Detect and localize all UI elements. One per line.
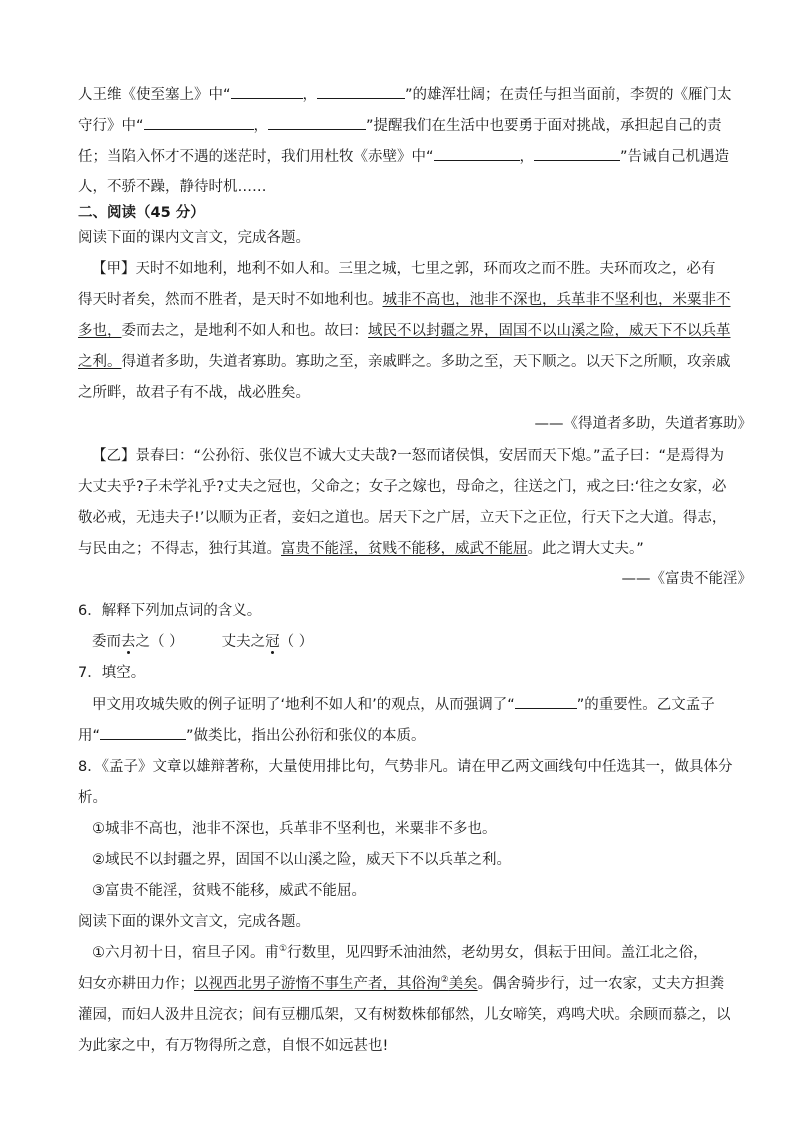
underlined-sentence: 域民不以封疆之界，固国不以山溪之险，威天下不以兵革	[368, 323, 731, 339]
question-8-stem-cont: 析。	[78, 790, 107, 806]
answer-blank[interactable]	[100, 725, 186, 740]
extra-text-line-2: 妇女亦耕田力作；以视西北男子游惰不事生产者，其俗洵②美矣。偶舍骑步行，过一农家，丈夫方担粪	[78, 975, 725, 992]
answer-blank[interactable]	[534, 146, 620, 161]
extra-reading-instruction: 阅读下面的课外文言文，完成各题。	[78, 914, 310, 930]
text-yi-line-1: 【乙】景春曰：“公孙衍、张仪岂不诚大丈夫哉?一怒而诸侯惧，安居而天下熄。”孟子曰：“是焉得为	[92, 448, 724, 464]
text-jia-line-5: 之所畔，故君子有不战，战必胜矣。	[78, 385, 310, 401]
text-yi-line-4: 与民由之；不得志，独行其道。富贵不能淫，贫贱不能移，威武不能屈。此之谓大丈夫。”	[78, 541, 644, 557]
poem-fill-line-3: 任；当陷入怀才不遇的迷茫时，我们用杜牧《赤壁》中“ ， ”告诫自己机遇造	[78, 146, 724, 167]
footnote-marker: ①	[279, 944, 288, 955]
answer-blank[interactable]	[317, 84, 405, 99]
answer-blank[interactable]	[268, 115, 366, 130]
poem-fill-line-2: 守行》中“ ， ”提醒我们在生活中也要勇于面对挑战，承担起自己的责	[78, 115, 724, 136]
question-8-option-1[interactable]: ①城非不高也，池非不深也，兵革非不坚利也，米粟非不多也。	[92, 821, 497, 837]
q6-item-a[interactable]: 委而去之（ ）	[92, 634, 184, 650]
underlined-sentence: 富贵不能淫，贫贱不能移，威武不能屈	[281, 541, 528, 557]
answer-blank[interactable]	[515, 694, 577, 709]
text-yi-line-3: 敬必戒，无违夫子!’以顺为正者，妾妇之道也。居天下之广居，立天下之正位，行天下之大道。得志，	[78, 510, 727, 526]
text-yi-source: ——《富贵不能淫》	[621, 571, 752, 587]
extra-text-line-4: 为此家之中，有万物得所之意，自恨不如远甚也!	[78, 1038, 389, 1054]
answer-blank[interactable]	[231, 84, 303, 99]
question-7-stem: 7．填空。	[78, 665, 146, 681]
question-6-items	[92, 632, 738, 652]
dotted-word: 去	[121, 634, 136, 650]
text-jia-line-1: 【甲】天时不如地利，地利不如人和。三里之城，七里之郭，环而攻之而不胜。夫环而攻之，必有	[92, 261, 716, 277]
underlined-sentence: 之利。	[78, 354, 122, 370]
extra-text-line-1: ①六月初十日，宿旦子冈。甫①行数里，见四野禾油油然，老幼男女，俱耘于田间。盖江北之俗，	[92, 944, 708, 961]
reading-instruction: 阅读下面的课内文言文，完成各题。	[78, 230, 310, 246]
section-heading: 二、阅读（45 分）	[78, 205, 205, 221]
text-jia-line-4: 之利。得道者多助，失道者寡助。寡助之至，亲戚畔之。多助之至，天下顺之。以天下之所顺，攻亲戚	[78, 354, 731, 370]
answer-blank[interactable]	[144, 115, 254, 130]
poem-fill-line-4: 人，不骄不躁，静待时机……	[78, 179, 267, 195]
text-yi-line-2: 大丈夫乎?子未学礼乎?丈夫之冠也，父命之；女子之嫁也，母命之，往送之门，戒之曰:‘往之女家，必	[78, 479, 727, 495]
text-jia-source: ——《得道者多助，失道者寡助》	[534, 416, 752, 432]
poem-fill-line-1: 人王维《使至塞上》中“ ， ”的雄浑壮阔；在责任与担当面前，李贺的《雁门太	[78, 84, 724, 105]
footnote-marker: ②	[440, 975, 449, 986]
underlined-sentence: 以视西北男子游惰不事生产者，其俗洵②美矣	[194, 975, 478, 992]
underlined-sentence: 多也，	[78, 323, 122, 339]
extra-text-line-3: 灌园，而妇人汲井且浣衣；间有豆棚瓜架，又有树数株郁郁然，儿女啼笑，鸡鸣犬吠。余顾而慕之，以	[78, 1007, 731, 1023]
question-8-option-2[interactable]: ②域民不以封疆之界，固国不以山溪之险，威天下不以兵革之利。	[92, 852, 511, 868]
text-jia-line-3: 多也，委而去之，是地利不如人和也。故曰：域民不以封疆之界，固国不以山溪之险，威天下不以兵革	[78, 323, 731, 339]
q6-item-b[interactable]: 丈夫之冠（ ）	[221, 634, 314, 650]
question-7-line-1: 甲文用攻城失败的例子证明了‘地利不如人和’的观点，从而强调了“ ”的重要性。乙文孟子	[92, 694, 738, 715]
text-jia-line-2: 得天时者矣，然而不胜者，是天时不如地利也。城非不高也，池非不深也，兵革非不坚利也，米粟非不	[78, 292, 731, 308]
answer-blank[interactable]	[434, 146, 520, 161]
question-8-stem: 8．《孟子》文章以雄辩著称，大量使用排比句，气势非凡。请在甲乙两文画线句中任选其一，做具体分	[78, 759, 733, 775]
question-6-stem: 6．解释下列加点词的含义。	[78, 603, 262, 619]
dotted-word: 冠	[265, 634, 280, 650]
underlined-sentence: 城非不高也，池非不深也，兵革非不坚利也，米粟非不	[382, 292, 731, 308]
question-8-option-3[interactable]: ③富贵不能淫，贫贱不能移，威武不能屈。	[92, 883, 366, 899]
question-7-line-2: 用“ ”做类比，指出公孙衍和张仪的本质。	[78, 725, 724, 746]
